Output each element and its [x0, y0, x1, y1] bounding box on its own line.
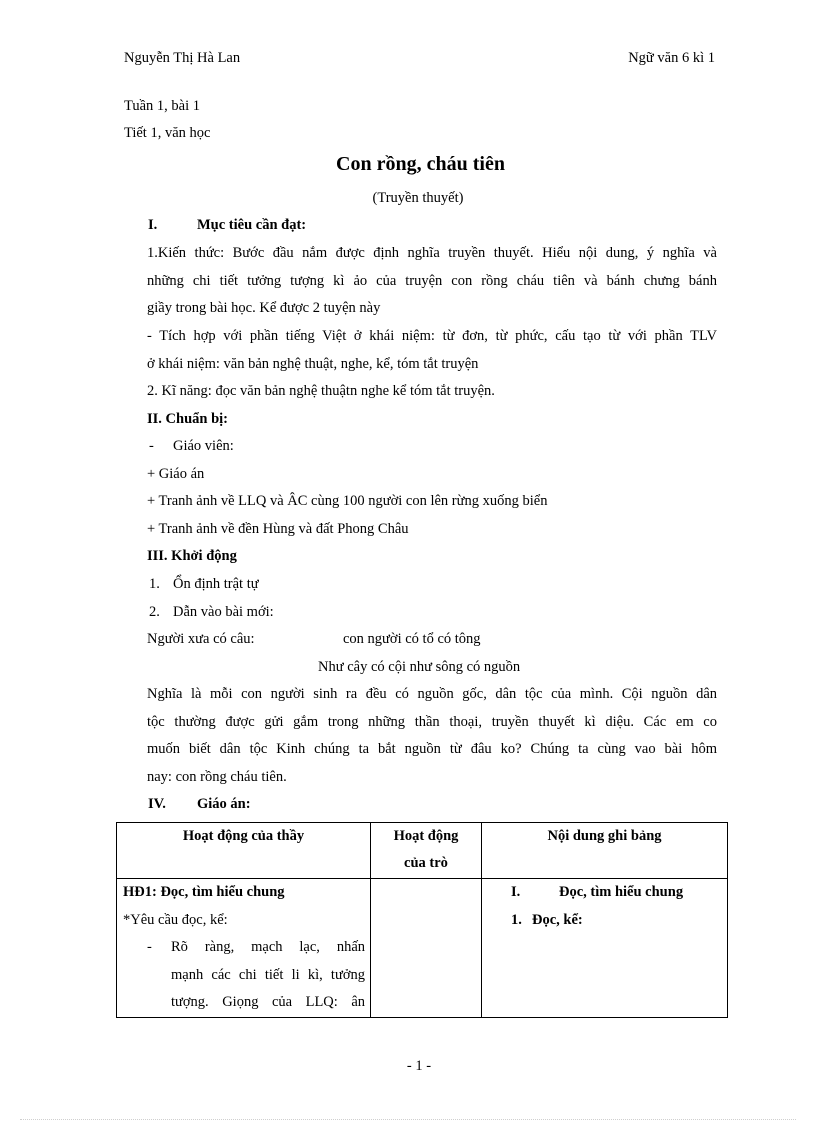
- intro-line: tộc thường được gửi gắm trong những thần thoại, truyền thuyết kì diệu. Các em co: [147, 713, 717, 730]
- header-cell-student: [371, 823, 482, 879]
- step2-number: 2.: [149, 604, 160, 620]
- knowledge-paragraph: [147, 240, 717, 323]
- col1-header: Hoạt động của thầy: [182, 828, 305, 844]
- board-content-cell: [482, 879, 728, 1018]
- hd1-bullet-line: mạnh các chi tiết li kì, tưởng: [171, 966, 365, 983]
- hd1-title: HĐ1: Đọc, tìm hiểu chung: [123, 884, 285, 900]
- knowledge-line: giầy trong bài học. Kể được 2 tuyện này: [147, 300, 381, 316]
- header-subject: Ngữ văn 6 kì 1: [628, 50, 715, 66]
- intro-line: nay: con rồng cháu tiên.: [147, 768, 287, 785]
- saying-line-1: con người có tổ có tông: [343, 631, 481, 647]
- board-section-number: I.: [511, 884, 521, 900]
- saying-line-2: Như cây có cội như sông có nguồn: [318, 659, 521, 675]
- page-subtitle: (Truyền thuyết): [372, 190, 464, 206]
- skills-line: 2. Kĩ năng: đọc văn bản nghệ thuậtn nghe kể tóm tắt truyện.: [147, 383, 495, 399]
- prep-item: + Tranh ảnh về đền Hùng và đất Phong Châu: [147, 521, 409, 537]
- section1-heading: Mục tiêu cần đạt:: [197, 217, 307, 233]
- saying-intro: Người xưa có câu:: [147, 631, 255, 647]
- section4-number: IV.: [148, 796, 166, 812]
- board-sub-number: 1.: [511, 911, 522, 928]
- intro-line: Nghĩa là mỗi con người sinh ra đều có nguồn gốc, dân tộc của mình. Cội nguồn dân: [147, 686, 717, 702]
- page-number: - 1 -: [406, 1058, 432, 1074]
- hd1-request: *Yêu cầu đọc, kể:: [123, 911, 228, 928]
- student-activity-cell: [371, 879, 482, 1018]
- table-header-row: [117, 823, 728, 879]
- section4-heading: Giáo án:: [197, 796, 251, 812]
- hd1-bullet-line: Rõ ràng, mạch lạc, nhấn: [171, 939, 365, 955]
- integration-line: ở khái niệm: văn bản nghệ thuật, nghe, kể, tóm tắt truyện: [147, 355, 479, 372]
- step1-number: 1.: [149, 576, 160, 592]
- period-label: Tiết 1, văn học: [124, 125, 211, 141]
- section2-heading: II. Chuẩn bị:: [147, 411, 228, 427]
- section3-heading: III. Khởi động: [147, 548, 237, 564]
- col2-header-line1: Hoạt động: [393, 828, 459, 844]
- col3-header: Nội dung ghi bảng: [547, 828, 662, 844]
- header-cell-teacher: [117, 823, 371, 879]
- step1-text: Ổn định trật tự: [173, 576, 259, 592]
- header-cell-content: [482, 823, 728, 879]
- lesson-plan-table: [116, 822, 728, 1018]
- step2-text: Dẫn vào bài mới:: [173, 604, 274, 620]
- knowledge-line: những chi tiết tưởng tượng kì ảo của truyện con rồng cháu tiên và bánh chưng bánh: [147, 272, 717, 289]
- teacher-activity-cell: [117, 879, 371, 1018]
- teacher-dash: -: [149, 438, 154, 454]
- board-sub-title: Đọc, kể:: [532, 911, 583, 928]
- integration-line: - Tích hợp với phần tiếng Việt ở khái niệm: từ đơn, từ phức, cấu tạo từ với phần TLV: [147, 328, 717, 344]
- header-author: Nguyễn Thị Hà Lan: [124, 50, 241, 66]
- intro-paragraph: [147, 681, 717, 791]
- prep-item: + Giáo án: [147, 466, 205, 482]
- page-title: Con rồng, cháu tiên: [336, 153, 505, 175]
- col2-header-line2: của trò: [404, 855, 448, 871]
- hd1-bullet-line: tượng. Giọng của LLQ: ân: [171, 994, 365, 1010]
- hd1-bullet-dash: -: [147, 939, 152, 955]
- week-label: Tuần 1, bài 1: [124, 98, 200, 114]
- prep-item: + Tranh ảnh về LLQ và ÂC cùng 100 người con lên rừng xuống biển: [147, 493, 548, 509]
- section1-number: I.: [148, 217, 158, 233]
- page-bottom-divider: [20, 1119, 796, 1120]
- intro-line: muốn biết dân tộc Kinh chúng ta bắt nguồn từ đâu ko? Chúng ta cùng vao bài hôm: [147, 741, 717, 757]
- table-row: [117, 879, 728, 1018]
- knowledge-line: 1.Kiến thức: Bước đầu nắm được định nghĩa truyền thuyết. Hiểu nội dung, ý nghĩa và: [147, 245, 717, 261]
- teacher-label: Giáo viên:: [173, 438, 234, 454]
- integration-paragraph: [147, 323, 717, 378]
- board-section-title: Đọc, tìm hiểu chung: [559, 884, 684, 900]
